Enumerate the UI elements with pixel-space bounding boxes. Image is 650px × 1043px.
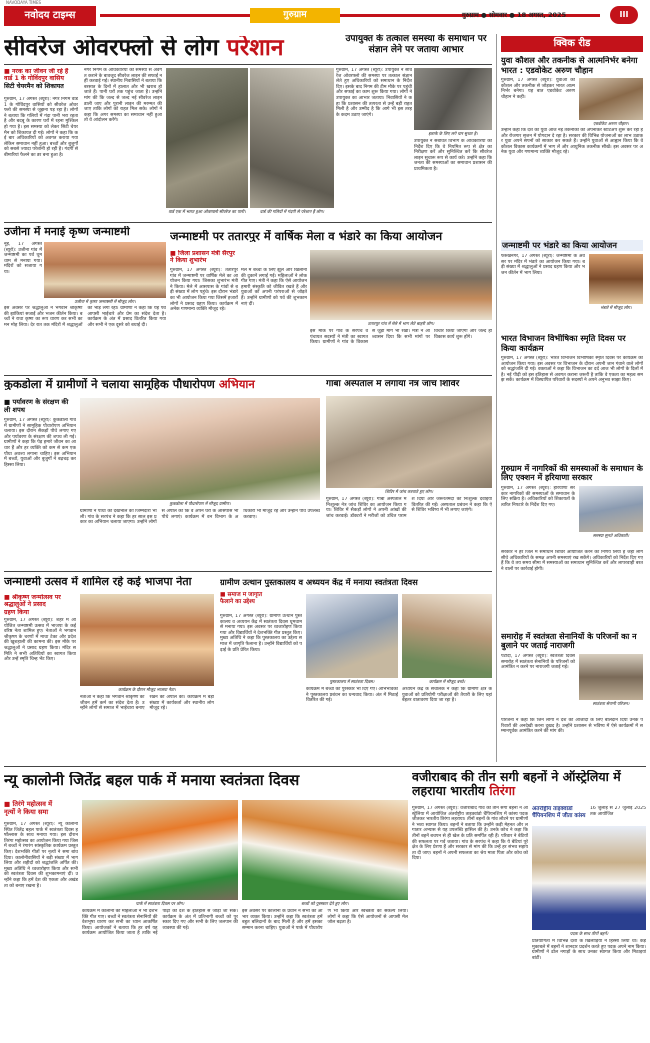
lead-body-col3: गुरुग्राम, 17 अगस्त (ब्यूरो): उपायुक्त ने सीवरेज ओवरफ्लो की समस्या पर तत्काल संज्ञान लेते हुए अधिकारियों को समाधान के निर्देश दिए। इसके बाद निगम की टीम मौके पर पहुंची और सफाई का काम शुरू किया गया। लोगों ने उपायुक्त का आभार जताया। निवासियों ने कहा कि प्रशासन की तत्परता से उन्हें बड़ी राहत मिली है और उम्मीद है कि आगे भी इस तरह के कदम उठाए जाएंगे। <box>336 68 412 118</box>
quickread-body1b: उन्होंने कहा कि देश का युवा आज नई तकनीकों को अपनाकर स्टार्टअप शुरू कर रहा है और रोजगार सृजन में योगदान दे रहा है। सरकार की विभिन्न योजनाओं का लाभ उठाकर युवा अपने सपनों को साकार कर सकते हैं। उन्होंने युवाओं से आह्वान किया कि वे कौशल विकास कार्यक्रमों में भाग लें और आधुनिक तकनीक सीखें। इस अवसर पर अनेक युवा और गणमान्य व्यक्ति मौजूद रहे। <box>501 128 643 156</box>
quickread-body2: फर्रुखनगर, 17 अगस्त (ब्यूरो): जन्माष्टमी के अवसर पर मंदिर में भंडारे का आयोजन किया गया। बड़ी संख्या में श्रद्धालुओं ने प्रसाद ग्रहण किया और भजन कीर्तन में भाग लिया। <box>501 254 585 276</box>
newcolony-body-col2: कार्यक्रम में कालोनी की महिलाओं ने भी देशभक्ति गीत गाए। बच्चों ने स्वतंत्रता सेनानियों की वेशभूषा धारण कर सभी का ध्यान आकर्षित किया। आयोजकों ने बताया कि हर वर्ष यह कार्यक्रम आयोजित किया जाता है ताकि नई पीढ़ी को देश के इतिहास से जोड़ा जा सके। कार्यक्रम के अंत में प्रतिभागी बच्चों को पुरस्कार दिए गए और सभी के लिए जलपान की व्यवस्था की गई। <box>82 909 238 937</box>
quickread-h2: जन्माष्टमी पर भंडारे का किया आयोजन <box>501 240 643 251</box>
masthead-dateline: गुरुग्राम ● सोमवार ● 18 अगस्त, 2025 <box>462 11 567 19</box>
quickread-body5a: पटौदी, 17 अगस्त (ब्यूरो): स्वतंत्रता दिवस समारोह में स्वतंत्रता सेनानियों के परिजनों को आमंत्रित न करने पर नाराजगी जताई गई। <box>501 654 575 671</box>
newcolony-headline: न्यू कालोनी जितेंद्र बहल पार्क में मनाया स्वतंत्रता दिवस <box>4 772 300 789</box>
lead-body-col2: नगर निगम के अधिकारियों को समस्या से अवगत कराने के बावजूद सीवरेज लाइन की सफाई नहीं करवाई गई। स्थानीय निवासियों ने बताया कि बरसात के दिनों में हालात और भी खराब हो जाते हैं। पानी घरों तक पहुंच जाता है। उन्होंने मांग की कि जल्द से जल्द नई सीवरेज लाइन डाली जाए और पुरानी लाइन की मरम्मत की जाए ताकि लोगों को राहत मिल सके। लोगों ने कहा कि अगर समस्या का समाधान नहीं हुआ तो वे आंदोलन करेंगे। <box>84 68 162 124</box>
quickread-photo5-caption: स्वतंत्रता सेनानी परिजन। <box>592 701 630 706</box>
newcolony-body-col1: गुरुग्राम, 17 अगस्त (ब्यूरो): न्यू कालोनी स्थित जितेंद्र बहल पार्क में स्वतंत्रता दिवस हर्षोल्लास के साथ मनाया गया। इस दौरान तिरंगा महोत्सव का आयोजन किया गया जिसमें बच्चों ने रंगारंग सांस्कृतिक कार्यक्रम प्रस्तुत किए। देशभक्ति गीतों पर नृत्यों ने समा बांध दिया। कालोनीवासियों ने बड़ी संख्या में भाग लिया और शहीदों को श्रद्धांजलि अर्पित की। मुख्य अतिथि ने ध्वजारोहण किया और सभी को स्वतंत्रता दिवस की शुभकामनाएं दीं। उन्होंने कहा कि हमें देश की एकता और अखंडता को बनाए रखना है। <box>4 822 78 889</box>
wazirabad-sub2: चैंपियनशिप में जीता कांस्य <box>532 812 586 819</box>
lead-headline <box>4 36 336 61</box>
mela-body-col1: गुरुग्राम, 17 अगस्त (ब्यूरो): ततारपुर गांव में जन्माष्टमी पर वार्षिक मेले का आयोजन किया गया। जिसका शुभारंभ मंत्री ने किया। मेले में आसपास के गांवों से बड़ी संख्या में लोग पहुंचे। इस दौरान भंडारे का भी आयोजन किया गया जिसमें हजारों लोगों ने प्रसाद ग्रहण किया। कार्यक्रम में अनेक गणमान्य व्यक्ति मौजूद रहे। <box>170 268 238 313</box>
newcolony-photo-1 <box>82 800 238 900</box>
masthead <box>0 0 650 28</box>
library-photo-2-caption: कार्यक्रम में मौजूद बच्चे। <box>428 679 466 684</box>
bjp-body-col1: गुरुग्राम, 17 अगस्त (ब्यूरो): शहर में आयोजित जन्माष्टमी उत्सव में भाजपा के कई वरिष्ठ नेता शामिल हुए। नेताओं ने भगवान श्रीकृष्ण के चरणों में माथा टेका और प्रदेश की खुशहाली की कामना की। इस मौके पर श्रद्धालुओं ने प्रसाद ग्रहण किया। मंदिर समिति ने सभी अतिथियों का स्वागत किया और उन्हें स्मृति चिन्ह भेंट किए। <box>4 618 76 663</box>
kukdola-photo-caption: कुकडोला में पौधारोपण में मौजूद ग्रामीण। <box>169 501 231 506</box>
gaba-headline: गाबा अस्पताल में लगाया नेत्र जांच शिविर <box>326 380 460 389</box>
kukdola-headline-red: अभियान <box>218 378 255 391</box>
gaba-photo <box>326 396 492 488</box>
lead-sub1: ■ नरक का जीवन जी रहे हैं वार्ड 1 के गोविंदपुर वासिय <box>4 68 69 83</box>
wazirabad-body-col2: प्रतियोगिता में विभिन्न देशों के खिलाड़ियों ने हिस्सा लिया था। कड़े मुकाबले में बहनों ने शानदार प्रदर्शन करते हुए पदक अपने नाम किया। ग्रामीणों ने ढोल नगाड़ों के साथ उनका स्वागत किया और मिठाइयां बांटीं। <box>532 939 646 961</box>
newcolony-sub1: ■ तिरंगे महोत्सव में <box>4 800 53 808</box>
bjp-photo <box>80 594 214 686</box>
wazirabad-photo-caption: पदक के साथ तीनों बहनें। <box>569 931 609 936</box>
library-photo-2 <box>402 594 492 678</box>
lead-photo-1-caption: वार्ड एक में भारत हुआ ओवरफ्लो सीवरेज का पानी। <box>168 209 246 214</box>
lead-sub2: सिटी चेयरमैन को शिकायत <box>4 82 64 90</box>
quickread-body1a: गुरुग्राम, 17 अगस्त (ब्यूरो): युवाओं को कौशल और तकनीक से जोड़कर भारत आत्मनिर्भर बनेगा। यह बात एडवोकेट अरुण चौहान ने कही। <box>501 78 575 100</box>
newcolony-sub2: नृत्यों ने किया समा <box>4 808 49 816</box>
bjp-sub1: ■ श्रीकृष्ण जन्मोत्सव पर श्रद्धालुओं ने प्रसाद <box>4 594 61 609</box>
bjp-headline: जन्माष्टमी उत्सव में शामिल रहे कई भाजपा नेता <box>4 576 192 588</box>
quickread-body4a: गुरुग्राम, 17 अगस्त (ब्यूरो): हरियाणा सरकार नागरिकों की समस्याओं के समाधान के लिए सक्रिय है। अधिकारियों को शिकायतों के त्वरित निपटारे के निर्देश दिए गए। <box>501 486 575 508</box>
ujina-body-b: इस अवसर पर श्रद्धालुओं ने भगवान श्रीकृष्ण की झांकियां सजाईं और भजन कीर्तन किया। बच्चों ने राधा कृष्ण का रूप धारण कर सभी का मन मोह लिया। देर रात तक मंदिरों में श्रद्धालुओं की भीड़ लगी रही। ग्रामीणों ने कहा कि यह पर्व आपसी भाईचारे और प्रेम का संदेश देता है। कार्यक्रम के अंत में प्रसाद वितरित किया गया और सभी ने एक दूसरे को बधाई दी। <box>4 306 166 328</box>
library-body-col3: अध्ययन केंद्र के संचालक ने कहा कि ग्रामीण क्षेत्र के युवाओं को प्रतियोगी परीक्षाओं की तैयारी के लिए यहां बेहतर वातावरण दिया जा रहा है। <box>402 687 492 704</box>
library-body-col1: गुरुग्राम, 17 अगस्त (ब्यूरो): ग्रामीण उत्थान पुस्तकालय व अध्ययन केंद्र में स्वतंत्रता दिवस धूमधाम से मनाया गया। इस अवसर पर ध्वजारोहण किया गया और विद्यार्थियों ने देशभक्ति गीत प्रस्तुत किए। मुख्य अतिथि ने कहा कि पुस्तकालय का उद्देश्य समाज में जागृति फैलाना है। उन्होंने विद्यार्थियों को पढ़ाई के प्रति प्रेरित किया। <box>220 614 302 653</box>
lead-headline-black: सीवरेज ओवरफ्लो से लोग <box>4 36 219 61</box>
mela-sub: ■ जिला प्रशासन मंत्री सैरपुर ने किया शुभारंभ <box>170 250 235 265</box>
newcolony-sub <box>4 800 78 816</box>
lead-photo-2-caption: वार्ड की गलियों में गंदगी से परेशान हैं लोग। <box>259 209 325 214</box>
library-headline: ग्रामीण उत्थान पुस्तकालय व अध्ययन केंद्र में मनाया स्वतंत्रता दिवस <box>220 578 418 587</box>
ujina-body-a: नूंह, 17 अगस्त (ब्यूरो): उजीना गांव में जन्माष्टमी का पर्व धूमधाम से मनाया गया। मंदिरों को सजाया गया। <box>4 242 42 275</box>
ujina-photo-caption: उजीना में कृष्ण जन्माष्टमी में मौजूद लोग। <box>74 299 136 304</box>
lead-photo-1 <box>166 68 248 208</box>
wazirabad-headline-black: वजीराबाद की तीन सगी बहनों ने ऑस्ट्रेलिया में लहराया भारतीय <box>412 770 621 798</box>
bjp-body-col2: नेताओं ने कहा कि भगवान श्रीकृष्ण का जीवन हमें कर्म का संदेश देता है। उन्होंने लोगों से समाज में भाईचारा बनाए रखने की अपील की। कार्यक्रम में बड़ी संख्या में कार्यकर्ता और स्थानीय लोग मौजूद रहे। <box>80 695 214 712</box>
masthead-logo: नवोदय टाइम्स <box>4 6 96 26</box>
wazirabad-headline-red: तिरंगा <box>489 783 516 798</box>
gaba-photo-caption: शिविर में जांच करवाते हुए लोग। <box>384 489 434 494</box>
kukdola-headline <box>4 378 322 390</box>
quickread-h4: गुरुग्राम में नागरिकों की समस्याओं के समाधान के लिए एक्शन में हरियाणा सरकार <box>501 464 643 483</box>
wazirabad-sub3: 16 जुलाई से 27 जुलाई 2025 तक आयोजित <box>590 806 646 817</box>
ujina-headline: उजीना में मनाई कृष्ण जन्माष्टमी <box>4 226 130 238</box>
mela-body-col3: इस मौके पर गांव के सरपंच व पंचायत सदस्यों ने मंत्री का स्वागत किया। ग्रामीणों ने गांव के विकास से जुड़ी मांगें भी रखीं। मंत्री ने आश्वासन दिया कि सभी मांगों पर विचार किया जाएगा और जल्द ही विकास कार्य शुरू होंगे। <box>310 329 492 346</box>
lead-body-col4: उपायुक्त ने संबंधित विभाग के अधिकारियों को निर्देश दिए कि वे नियमित रूप से क्षेत्र का निरीक्षण करें और सुनिश्चित करें कि सीवरेज लाइन सुचारू रूप से कार्य करे। उन्होंने कहा कि जनता की समस्याओं का समाधान प्रशासन की प्राथमिकता है। <box>414 139 492 172</box>
library-photo-1-caption: पुस्तकालय में स्वतंत्रता दिवस। <box>329 679 375 684</box>
bjp-photo-caption: कार्यक्रम के दौरान मौजूद भाजपा नेता। <box>118 687 176 692</box>
wazirabad-sub <box>532 806 588 820</box>
lead-photo-3 <box>414 68 492 130</box>
quickread-photo4-caption: समस्या सुनते अधिकारी। <box>592 533 630 538</box>
quickread-title: क्विक रीड <box>501 36 643 52</box>
quickread-photo1-caption: एडवोकेट अरुण चौहान। <box>593 121 629 126</box>
quickread-h3: भारत विभाजन विभीषिका स्मृति दिवस पर किया कार्यक्रम <box>501 334 626 353</box>
lead-body-col1: गुरुग्राम, 17 अगस्त (ब्यूरो): नगर निगम वार्ड 1 के गोविंदपुर वासियों को सीवरेज ओवरफ्लो की समस्या से जूझना पड़ रहा है। लोगों ने बताया कि गलियों में गंदा पानी भरा रहता है और बदबू के कारण घरों में रहना मुश्किल हो गया है। इस समस्या को लेकर सिटी चेयरमैन को शिकायत दी गई। लोगों ने कहा कि कई बार अधिकारियों को अवगत कराया गया लेकिन समाधान नहीं हुआ। बच्चों और बुजुर्गों को सबसे ज्यादा परेशानी हो रही है। गंदगी से बीमारियां फैलने का डर बना हुआ है। <box>4 97 78 158</box>
library-sub <box>220 592 302 606</box>
bjp-sub <box>4 594 76 616</box>
quickread-body5b: परिजनों ने कहा कि जिन लोगों ने देश की आजादी के लिए बलिदान दिया उनके परिवारों की अनदेखी करना दुखद है। उन्होंने प्रशासन से भविष्य में ऐसे कार्यक्रमों में सम्मानपूर्वक आमंत्रित करने की मांग की। <box>501 718 643 735</box>
quickread-photo5 <box>579 654 643 700</box>
gaba-body: गुरुग्राम, 17 अगस्त (ब्यूरो): गाबा अस्पताल में निःशुल्क नेत्र जांच शिविर का आयोजन किया गया। शिविर में सैकड़ों लोगों ने अपनी आंखों की जांच करवाई। डॉक्टरों ने मरीजों को उचित परामर्श दिया और जरूरतमंदों को निःशुल्क दवाइयां वितरित की गईं। अस्पताल प्रबंधन ने कहा कि ऐसे शिविर भविष्य में भी लगाए जाएंगे। <box>326 497 492 519</box>
kukdola-body-col2: ग्रामीणों ने पौधों की देखभाल की जिम्मेदारी भी ली। गांव के सरपंच ने कहा कि हर साल इस प्रकार का अभियान चलाया जाएगा। उन्होंने लोगों से अपील की कि वे अपने घरों के आसपास भी पौधे लगाएं। कार्यक्रम में वन विभाग के अधिकारी भी मौजूद रहे और उन्होंने पौधे उपलब्ध करवाए। <box>80 509 320 526</box>
newcolony-photo-2 <box>242 800 408 900</box>
mela-photo-caption: ततारपुर गांव में मेले में भाग लेते बाहरी लोग। <box>367 321 435 326</box>
quickread-photo2-caption: भंडारे में मौजूद लोग। <box>600 305 632 310</box>
lead-headline-red: परेशान <box>226 36 284 61</box>
quickread-body4b: सरकार ने हर जिले में समाधान शिविर आयोजित करने का निर्णय लिया है जहां लोग सीधे अधिकारियों के समक्ष अपनी समस्याएं रख सकेंगे। अधिकारियों को निर्देश दिए गए हैं कि वे तय समय सीमा में समस्याओं का समाधान सुनिश्चित करें और लापरवाही बरतने वालों पर कार्रवाई होगी। <box>501 550 643 572</box>
lead-photo-2 <box>250 68 334 208</box>
lead-deck: उपायुक्त के तत्काल समस्या के समाधान पर संज्ञान लेने पर जताया आभार <box>345 34 487 55</box>
mela-headline: जन्माष्टमी पर ततारपुर में वार्षिक मेला व भंडारे का किया आयोजन <box>170 230 443 243</box>
library-sub1: ■ समाज में जागृति <box>220 592 263 598</box>
page-number: III <box>610 6 638 24</box>
newcolony-photo-2-caption: बच्चों को पुरस्कार देते हुए लोग। <box>301 901 349 906</box>
wazirabad-headline <box>412 770 646 798</box>
kukdola-headline-black: कुकडोला में ग्रामीणों ने चलाया सामूहिक पौधारोपण <box>4 378 215 391</box>
lead-sub <box>4 68 78 90</box>
quickread-h5: समारोह में स्वतंत्रता सेनानियों के परिजनों का न बुलाने पर जताई नाराजगी <box>501 632 637 651</box>
quickread-photo1 <box>579 78 643 120</box>
quickread-panel <box>496 34 646 762</box>
library-sub2: फैलाने का उद्देश्य <box>220 599 255 605</box>
mela-photo <box>310 250 492 320</box>
masthead-tagline: NAVODAYA TIMES <box>6 0 42 5</box>
bjp-sub2: ग्रहण किया <box>4 608 29 616</box>
library-body-col2: कार्यक्रम में बच्चों को पुरस्कार भी दिए गए। अभिभावकों ने पुस्तकालय प्रबंधन का धन्यवाद किया। अंत में मिठाई वितरित की गई। <box>306 687 398 704</box>
wazirabad-body-col1: गुरुग्राम, 17 अगस्त (ब्यूरो): वजीराबाद गांव की तीन सगी बहनों ने ऑस्ट्रेलिया में आयोजित अंतर्राष्ट्रीय ताइक्वांडो चैंपियनशिप में कांस्य पदक जीतकर भारतीय तिरंगा लहराया। तीनों बहनों के गांव लौटने पर ग्रामीणों ने भव्य स्वागत किया। बहनों ने बताया कि उन्होंने कड़ी मेहनत और लगातार अभ्यास से यह उपलब्धि हासिल की है। उनके कोच ने कहा कि तीनों बहनें बचपन से ही खेल के प्रति समर्पित रही हैं। परिवार ने बेटियों की सफलता पर गर्व जताया। गांव के सरपंच ने कहा कि ये बेटियां पूरे क्षेत्र के लिए प्रेरणा हैं और सरकार से मांग की कि उन्हें हर संभव सहायता दी जाए। बहनों ने अपनी सफलता का श्रेय माता पिता और कोच को दिया। <box>412 806 528 862</box>
ujina-photo <box>44 242 166 298</box>
quickread-photo4 <box>579 486 643 532</box>
wazirabad-photo <box>532 826 646 930</box>
newcolony-body-col3: इस अवसर पर कालोनी के प्रधान ने सभी का आभार व्यक्त किया। उन्होंने कहा कि स्वतंत्रता हमें बहुत बलिदानों के बाद मिली है और हमें इसका सम्मान करना चाहिए। युवाओं ने पार्क में पौधारोपण भी किया और स्वच्छता का संकल्प लिया। लोगों ने कहा कि ऐसे आयोजनों से आपसी मेलजोल बढ़ता है। <box>242 909 408 931</box>
library-photo-1 <box>306 594 398 678</box>
kukdola-sub: ■ पर्यावरण के संरक्षण की ली शपथ <box>4 398 69 414</box>
lead-photo-3-caption: इलाके के लिए लगे चार सुधार है। <box>428 131 478 136</box>
masthead-section: गुरुग्राम <box>250 8 340 23</box>
kukdola-photo <box>80 398 320 500</box>
mela-body-col2: मेले में बच्चों के लिए झूले और खिलौनों की दुकानें लगाई गईं। महिलाओं ने लोकगीत गाए। मंत्री ने कहा कि ऐसे आयोजन हमारी संस्कृति को जीवित रखते हैं और युवाओं को अपनी परंपराओं से जोड़ते हैं। उन्होंने ग्रामीणों को पर्व की शुभकामनाएं दीं। <box>241 268 307 307</box>
wazirabad-sub1: अंतर्राष्ट्रीय ताइक्वांडो <box>532 806 573 812</box>
quickread-photo2 <box>589 254 643 304</box>
newcolony-photo-1-caption: पार्क में स्वतंत्रता दिवस पर लोग। <box>135 901 185 906</box>
quickread-h1: युवा कौशल और तकनीक से आत्मनिर्भर बनेगा भारत : एडवोकेट अरुण चौहान <box>501 56 638 75</box>
quickread-body3: गुरुग्राम, 17 अगस्त (ब्यूरो): भारत विभाजन विभीषिका स्मृति दिवस पर कार्यक्रम का आयोजन किया गया। इस अवसर पर विभाजन के दौरान अपनी जान गंवाने वाले लोगों को श्रद्धांजलि दी गई। वक्ताओं ने कहा कि विभाजन का दर्द आज भी लोगों के दिलों में है। नई पीढ़ी को इस इतिहास से अवगत कराना जरूरी है ताकि वे एकता का महत्व समझ सकें। कार्यक्रम में विस्थापित परिवारों के सदस्यों ने अपने अनुभव साझा किए। <box>501 356 643 384</box>
kukdola-body-col1: गुरुग्राम, 17 अगस्त (ब्यूरो): कुकडोला गांव में ग्रामीणों ने सामूहिक पौधारोपण अभियान चलाया। इस दौरान सैकड़ों पौधे लगाए गए और पर्यावरण के संरक्षण की शपथ ली गई। ग्रामीणों ने कहा कि पेड़ हमारे जीवन का आधार हैं और हर व्यक्ति को कम से कम एक पौधा अवश्य लगाना चाहिए। इस अभियान में बच्चों, युवाओं और बुजुर्गों ने बढ़चढ़ कर हिस्सा लिया। <box>4 418 76 468</box>
